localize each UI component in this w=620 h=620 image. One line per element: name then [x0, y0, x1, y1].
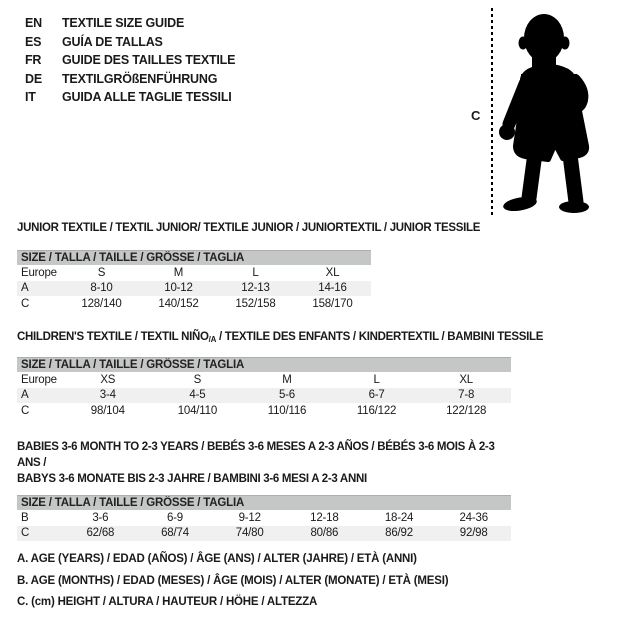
height-cell: 68/74 [161, 527, 189, 540]
height-cell: 86/92 [385, 527, 413, 540]
footnote-age-months: B. AGE (MONTHS) / EDAD (MESES) / ÂGE (MOIS) / ALTER (MONATE) / ETÀ (MESI) [17, 574, 449, 587]
age-cell: 14-16 [318, 282, 347, 295]
height-cell: 152/158 [235, 297, 276, 310]
toddler-silhouette-icon [498, 8, 602, 214]
table-row-age [17, 388, 511, 404]
size-header-band: SIZE / TALLA / TAILLE / GRÖSSE / TAGLIA [17, 495, 511, 510]
months-cell: 3-6 [92, 511, 109, 524]
height-measure-label: C [471, 108, 481, 123]
months-cell: 6-9 [166, 511, 184, 524]
language-code: DE [25, 71, 42, 86]
row-label: Europe [21, 266, 57, 279]
age-cell: 12-13 [241, 282, 270, 295]
guide-title-es: GUÍA DE TALLAS [62, 34, 163, 49]
babies-size-table [17, 495, 511, 541]
language-code: IT [25, 90, 36, 105]
height-cell: 140/152 [158, 297, 199, 310]
footnote-age-years: A. AGE (YEARS) / EDAD (AÑOS) / ÂGE (ANS) / ALTER (JAHRE) / ETÀ (ANNI) [17, 553, 417, 565]
row-label: B [21, 511, 29, 524]
size-header-band: SIZE / TALLA / TAILLE / GRÖSSE / TAGLIA [17, 357, 511, 372]
junior-section-title: JUNIOR TEXTILE / TEXTIL JUNIOR/ TEXTILE JUNIOR / JUNIORTEXTIL / JUNIOR TESSILE [17, 222, 481, 234]
table-row-europe [17, 265, 371, 281]
table-rows [17, 372, 511, 419]
table-row-months [17, 510, 511, 526]
children-section-title [17, 331, 544, 346]
babies-title-line2: BABYS 3-6 MONATE BIS 2-3 JAHRE / BAMBINI 3-6 MESI A 2-3 ANNI [17, 473, 367, 485]
children-section [17, 331, 544, 419]
footnote-height-cm: C. (cm) HEIGHT / ALTURA / HAUTEUR / HÖHE / ALTEZZA [17, 596, 318, 608]
size-cell: XL [459, 373, 473, 386]
table-rows [17, 265, 371, 312]
months-cell: 9-12 [238, 511, 261, 524]
size-cell: L [373, 373, 380, 386]
language-row-en [25, 14, 235, 33]
babies-section [17, 439, 511, 541]
height-cell: 128/140 [81, 297, 122, 310]
junior-section [17, 222, 481, 312]
guide-title-fr: GUIDE DES TAILLES TEXTILE [62, 53, 236, 68]
height-cell: 104/110 [177, 404, 218, 417]
row-label: C [21, 297, 30, 310]
children-size-table [17, 357, 511, 419]
months-cell: 12-18 [310, 511, 339, 524]
size-cell: S [97, 266, 106, 279]
row-label: C [21, 404, 30, 417]
table-row-europe [17, 372, 511, 388]
legend-footnotes [17, 549, 448, 614]
age-cell: 4-5 [189, 389, 206, 402]
title-subscript: /A [208, 335, 217, 344]
language-code: EN [25, 16, 42, 31]
age-cell: 5-6 [278, 389, 295, 402]
age-cell: 10-12 [164, 282, 193, 295]
language-code: FR [25, 53, 42, 68]
row-label: Europe [21, 373, 57, 386]
table-row-height [17, 526, 511, 542]
height-cell: 158/170 [312, 297, 353, 310]
months-cell: 24-36 [459, 511, 488, 524]
size-header-band: SIZE / TALLA / TAILLE / GRÖSSE / TAGLIA [17, 250, 371, 265]
row-label: A [21, 389, 29, 402]
age-cell: 7-8 [458, 389, 475, 402]
title-suffix: / TEXTILE DES ENFANTS / KINDERTEXTIL / BAMBINI TESSILE [216, 331, 544, 343]
size-cell: XS [100, 373, 116, 386]
language-row-fr [25, 51, 235, 70]
table-rows [17, 510, 511, 541]
table-row-height [17, 296, 371, 312]
language-row-es [25, 33, 235, 52]
size-cell: XL [325, 266, 340, 279]
language-code: ES [25, 34, 42, 49]
size-cell: M [282, 373, 292, 386]
age-cell: 6-7 [368, 389, 385, 402]
table-row-height [17, 403, 511, 419]
height-cell: 122/128 [446, 404, 487, 417]
size-cell: S [193, 373, 202, 386]
row-label: A [21, 282, 29, 295]
height-cell: 98/104 [90, 404, 125, 417]
language-row-it [25, 88, 235, 107]
guide-title-it: GUIDA ALLE TAGLIE TESSILI [62, 90, 232, 105]
height-cell: 74/80 [235, 527, 264, 540]
height-cell: 110/116 [267, 404, 307, 417]
language-list [25, 14, 235, 107]
title-prefix: CHILDREN'S TEXTILE / TEXTIL NIÑO [17, 331, 209, 343]
size-cell: M [173, 266, 184, 279]
months-cell: 18-24 [384, 511, 414, 524]
height-cell: 92/98 [459, 527, 488, 540]
junior-size-table [17, 250, 371, 312]
row-label: C [21, 527, 30, 540]
size-cell: L [252, 266, 259, 279]
height-cell: 62/68 [86, 527, 115, 540]
table-row-age [17, 281, 371, 297]
age-cell: 8-10 [90, 282, 113, 295]
guide-title-en: TEXTILE SIZE GUIDE [62, 16, 185, 31]
height-cell: 116/122 [356, 404, 397, 417]
babies-title-line1: BABIES 3-6 MONTH TO 2-3 YEARS / BEBÉS 3-6 MESES A 2-3 AÑOS / BÉBÉS 3-6 MOIS À 2-3 ANS / [17, 441, 495, 469]
guide-title-de: TEXTILGRÖßENFÜHRUNG [62, 71, 218, 86]
language-row-de [25, 70, 235, 89]
height-cell: 80/86 [310, 527, 339, 540]
babies-section-title [17, 439, 511, 487]
age-cell: 3-4 [99, 389, 116, 402]
height-measure-line [491, 8, 493, 215]
